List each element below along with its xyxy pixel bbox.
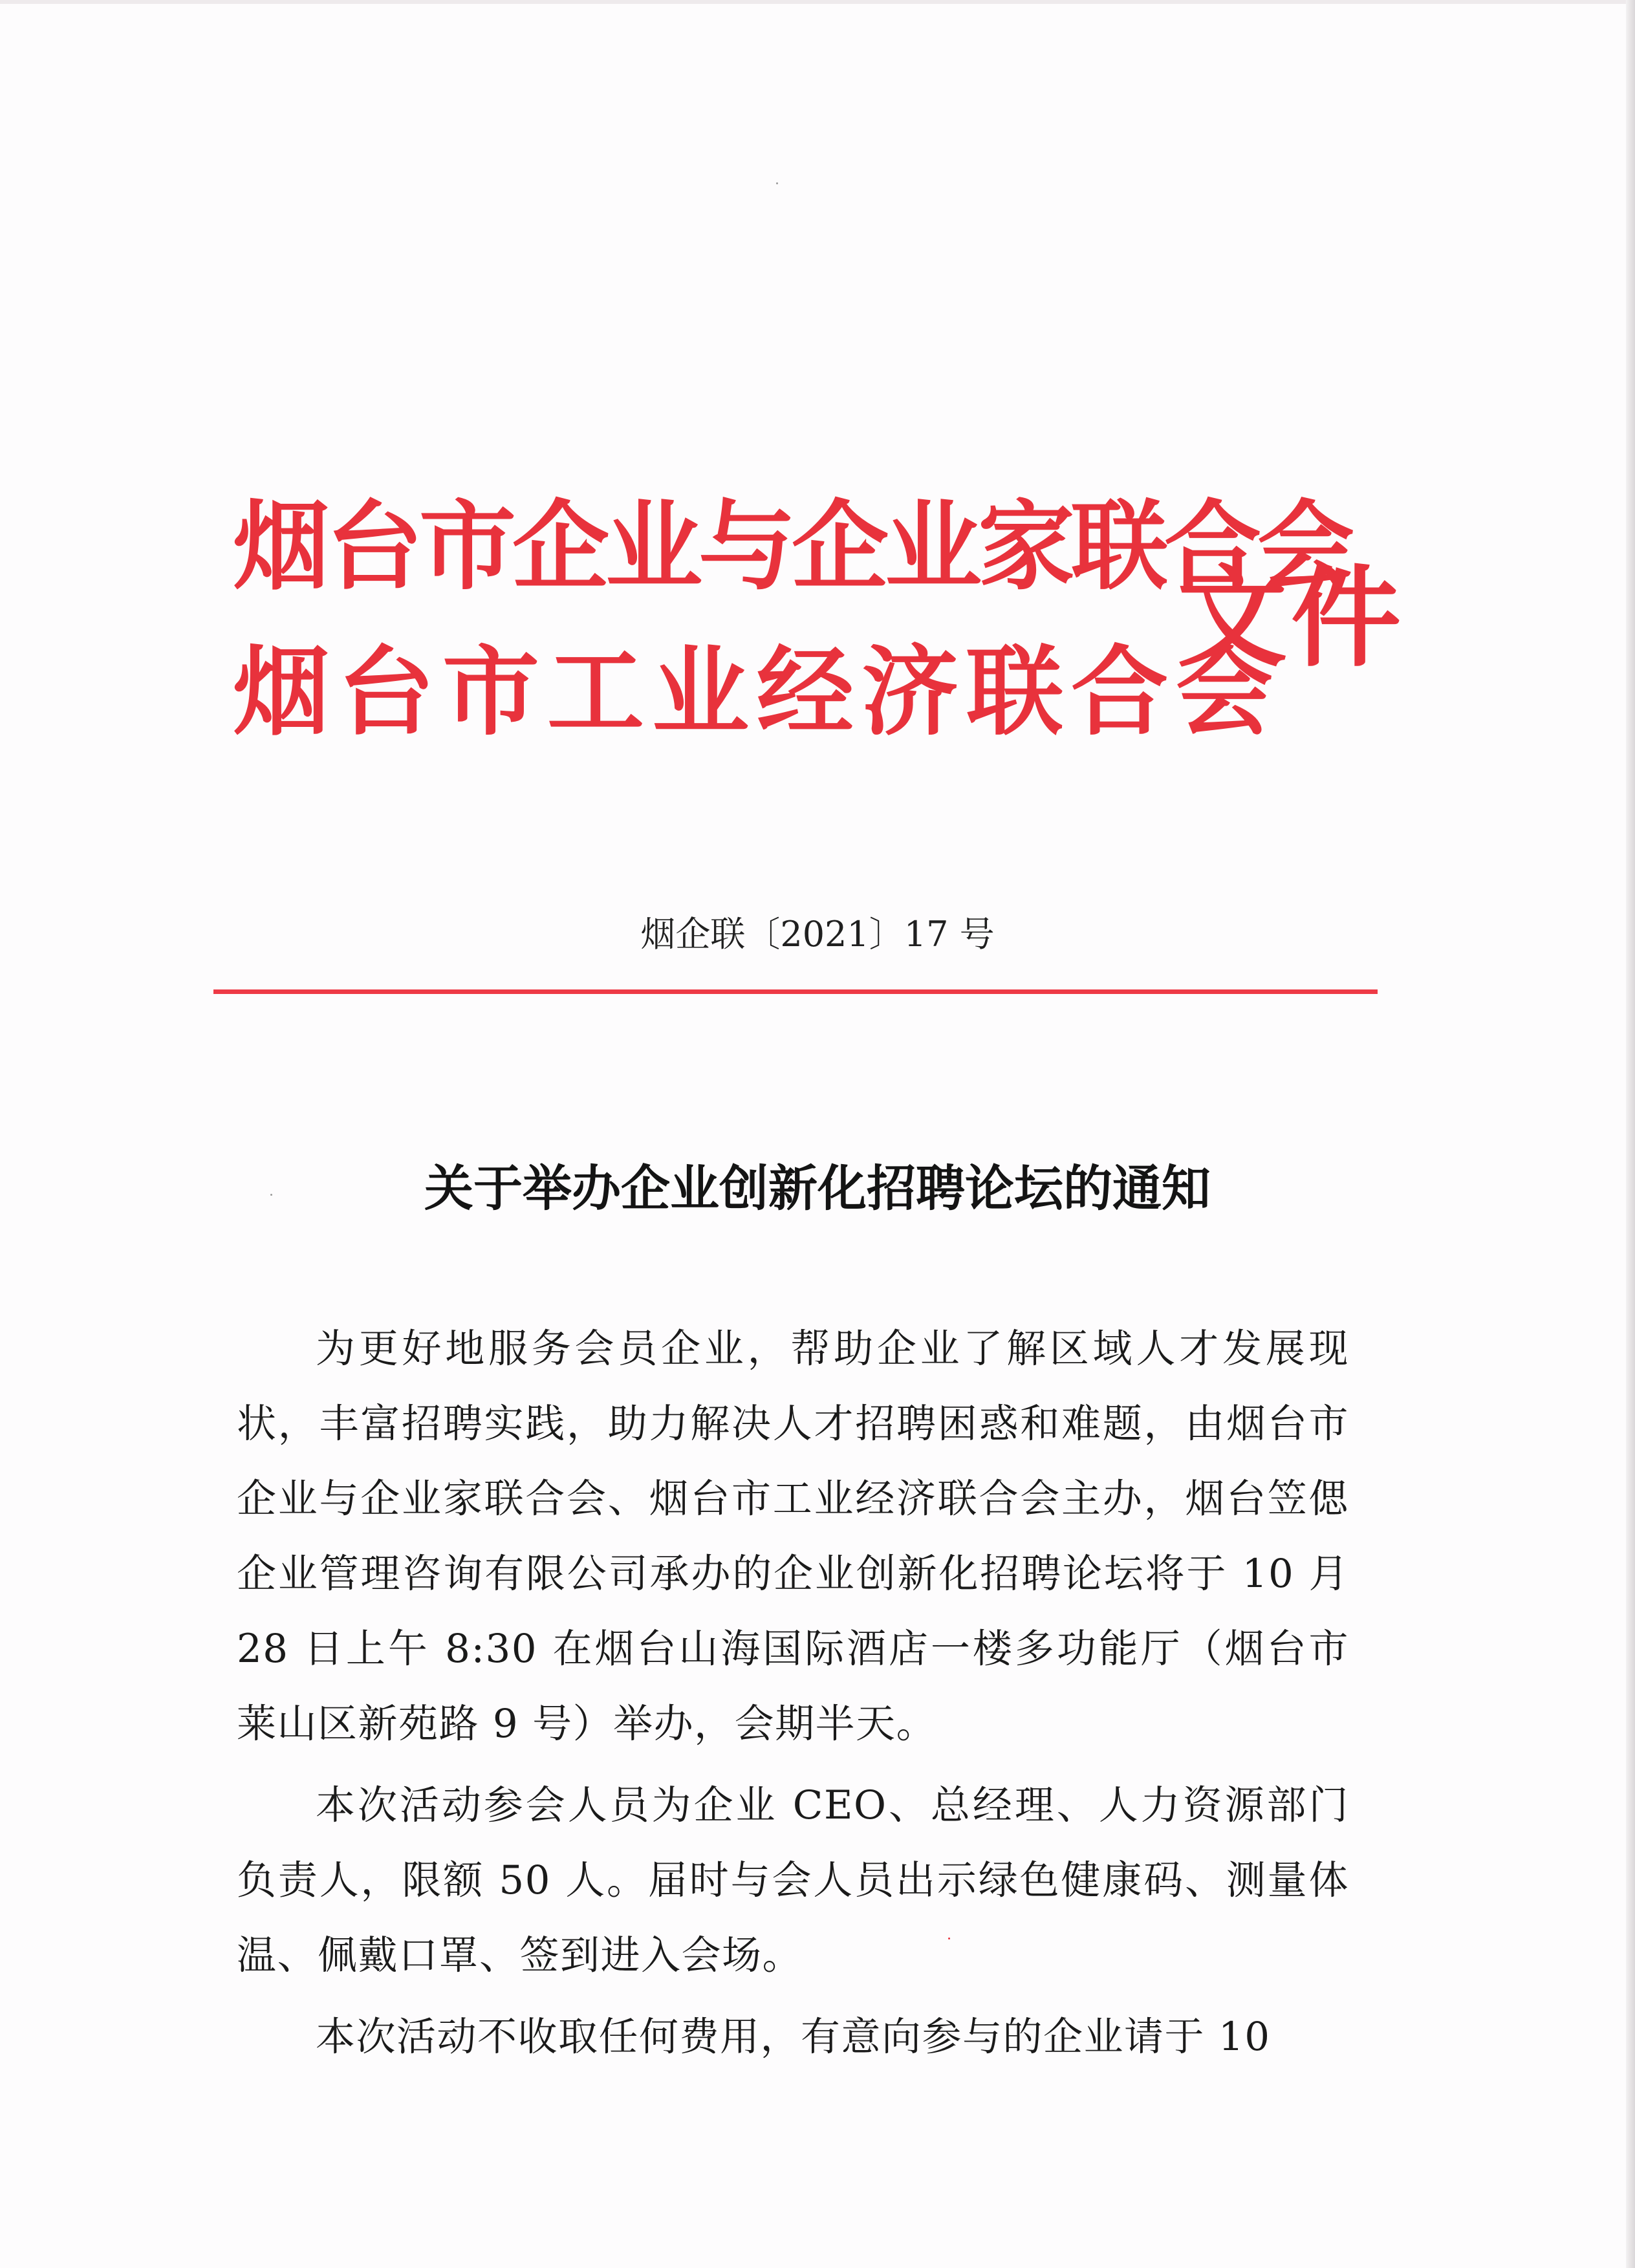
document-body	[237, 1312, 1349, 2075]
scan-edge-top	[0, 0, 1635, 4]
document-number: 烟企联〔2021〕17 号	[640, 914, 995, 955]
scan-speck	[948, 1938, 950, 1939]
scan-speck	[776, 182, 778, 184]
red-separator-line	[213, 989, 1378, 994]
body-paragraph: 为更好地服务会员企业，帮助企业了解区域人才发展现状，丰富招聘实践，助力解决人才招聘困惑和难题，由烟台市企业与企业家联合会、烟台市工业经济联合会主办，烟台笠偲企业管理咨询有限公司承办的企业创新化招聘论坛将于 10 月 28 日上午 8:30 在烟台山海国际酒店一楼多功能厅（烟台市莱山区新苑路 9 号）举办，会期半天。	[237, 1326, 1349, 1747]
document-title: 关于举办企业创新化招聘论坛的通知	[424, 1160, 1211, 1217]
letterhead-org-line-2: 烟台市工业经济联合会	[233, 635, 1281, 749]
letterhead-org-line-1: 烟台市企业与企业家联合会	[233, 490, 1351, 603]
body-paragraph: 本次活动不收取任何费用，有意向参与的企业请于 10	[316, 2014, 1271, 2060]
body-paragraph: 本次活动参会人员为企业 CEO、总经理、人力资源部门负责人，限额 50 人。届时与会人员出示绿色健康码、测量体温、佩戴口罩、签到进入会场。	[237, 1782, 1349, 1978]
scan-speck	[270, 1194, 272, 1196]
scan-edge-right	[1626, 0, 1635, 2268]
letterhead-doc-type: 文件	[1177, 553, 1405, 682]
